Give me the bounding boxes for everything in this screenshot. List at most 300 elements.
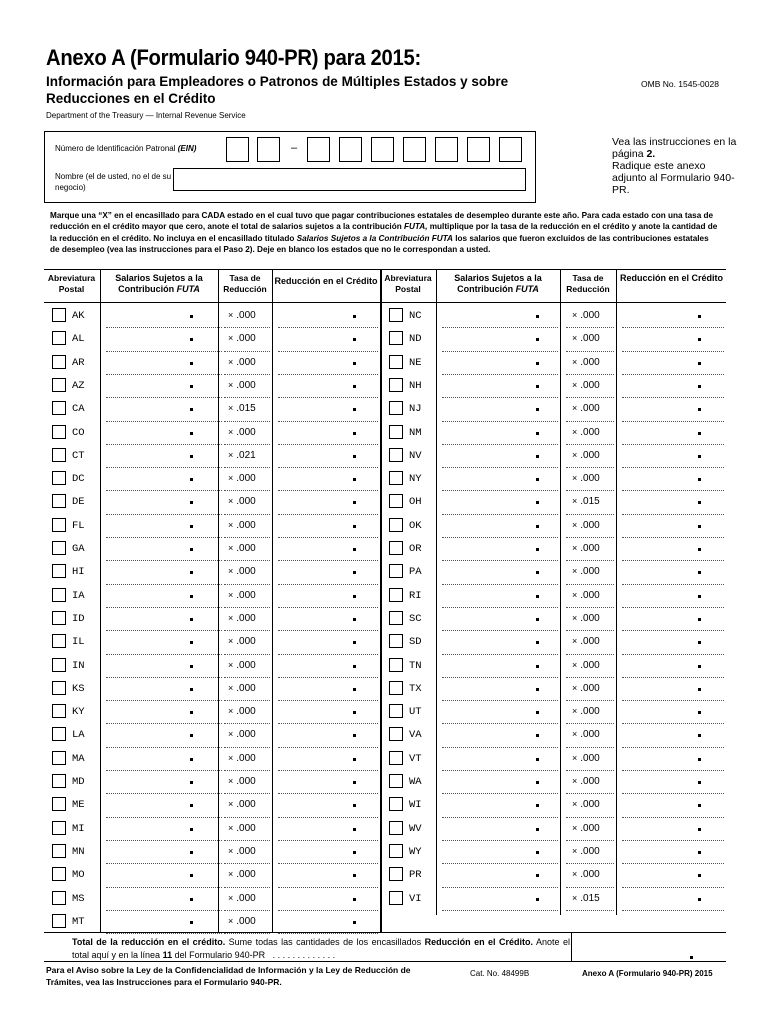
row-separator (622, 607, 724, 608)
state-row-wa (381, 772, 721, 795)
reduction-input-ia[interactable] (278, 586, 378, 608)
catalog-number: Cat. No. 48499B (470, 969, 530, 978)
reduction-rate (228, 590, 256, 601)
reduction-input-ar[interactable] (278, 353, 378, 375)
multiply-sign: × (572, 682, 578, 693)
reduction-input-me[interactable] (278, 795, 378, 817)
row-separator (278, 700, 378, 701)
row-separator (566, 374, 614, 375)
state-row-or (381, 539, 721, 562)
rate-value: .000 (236, 426, 256, 438)
reduction-input-fl[interactable] (278, 516, 378, 538)
reduction-input-wi[interactable] (622, 795, 724, 817)
total-section (44, 932, 726, 962)
reduction-input-in[interactable] (278, 656, 378, 678)
state-checkbox-tn[interactable] (389, 658, 403, 672)
reduction-input-md[interactable] (278, 772, 378, 794)
reduction-input-ca[interactable] (278, 399, 378, 421)
state-checkbox-ri[interactable] (389, 588, 403, 602)
wages-input-la[interactable] (106, 725, 222, 747)
state-checkbox-md[interactable] (52, 774, 66, 788)
state-checkbox-vi[interactable] (389, 891, 403, 905)
state-row-fl (44, 516, 384, 539)
state-row-ar (44, 353, 384, 376)
row-separator (566, 490, 614, 491)
state-checkbox-sc[interactable] (389, 611, 403, 625)
state-row-az (44, 376, 384, 399)
reduction-input-ks[interactable] (278, 679, 378, 701)
state-checkbox-ne[interactable] (389, 355, 403, 369)
reduction-input-ky[interactable] (278, 702, 378, 724)
row-separator (442, 397, 558, 398)
rate-value: .000 (580, 682, 600, 694)
reduction-input-co[interactable] (278, 423, 378, 445)
reduction-input-tn[interactable] (622, 656, 724, 678)
state-checkbox-ks[interactable] (52, 681, 66, 695)
reduction-rate (228, 799, 256, 810)
state-checkbox-ut[interactable] (389, 704, 403, 718)
wages-input-vi[interactable] (442, 889, 558, 911)
row-separator (106, 677, 222, 678)
state-row-sd (381, 632, 721, 655)
state-checkbox-mo[interactable] (52, 867, 66, 881)
state-checkbox-ny[interactable] (389, 471, 403, 485)
state-abbreviation: DE (72, 496, 85, 509)
reduction-input-nd[interactable] (622, 329, 724, 351)
state-checkbox-wv[interactable] (389, 821, 403, 835)
reduction-input-ak[interactable] (278, 306, 378, 328)
row-separator (566, 723, 614, 724)
row-separator (106, 723, 222, 724)
state-checkbox-sd[interactable] (389, 634, 403, 648)
reduction-input-nm[interactable] (622, 423, 724, 445)
total-label: Total de la reducción en el crédito. Sume todas las cantidades de los encasillados Reducción en el Crédito. Anote el total aquí y en la línea 11 del Formulario 940-PR . . . . . . . . . . . . . (72, 937, 571, 960)
row-separator (106, 747, 222, 748)
reduction-input-az[interactable] (278, 376, 378, 398)
row-separator (224, 514, 270, 515)
rate-value: .000 (236, 333, 256, 345)
state-checkbox-me[interactable] (52, 797, 66, 811)
col-header-wages-left: Salarios Sujetos a la Contribución FUTA (115, 273, 203, 294)
state-checkbox-hi[interactable] (52, 564, 66, 578)
ein-digit-7[interactable] (435, 137, 458, 162)
department-line: Department of the Treasury — Internal Revenue Service (46, 111, 246, 120)
row-separator (566, 817, 614, 818)
state-checkbox-al[interactable] (52, 331, 66, 345)
row-separator (278, 887, 378, 888)
wages-input-id[interactable] (106, 609, 222, 631)
ein-digit-9[interactable] (499, 137, 522, 162)
row-separator (106, 584, 222, 585)
wages-input-nh[interactable] (442, 376, 558, 398)
state-checkbox-mt[interactable] (52, 914, 66, 928)
row-separator (442, 630, 558, 631)
row-separator (106, 490, 222, 491)
state-checkbox-nd[interactable] (389, 331, 403, 345)
state-checkbox-vt[interactable] (389, 751, 403, 765)
multiply-sign: × (572, 473, 578, 484)
row-separator (224, 700, 270, 701)
ein-label: Número de Identificación Patronal (EIN) (55, 144, 197, 153)
state-abbreviation: AR (72, 356, 85, 369)
col-header-reduction-left: Reducción en el Crédito (274, 276, 378, 286)
reduction-rate (572, 310, 600, 321)
state-checkbox-va[interactable] (389, 727, 403, 741)
reduction-input-mt[interactable] (278, 912, 378, 934)
state-abbreviation: SD (409, 636, 422, 649)
wages-input-pa[interactable] (442, 562, 558, 584)
reduction-input-hi[interactable] (278, 562, 378, 584)
wages-input-ar[interactable] (106, 353, 222, 375)
wages-input-wy[interactable] (442, 842, 558, 864)
row-separator (622, 793, 724, 794)
state-checkbox-dc[interactable] (52, 471, 66, 485)
row-separator (622, 537, 724, 538)
reduction-input-sc[interactable] (622, 609, 724, 631)
rate-value: .015 (236, 403, 256, 415)
ein-digit-1[interactable] (226, 137, 249, 162)
rate-value: .000 (236, 682, 256, 694)
total-reduction-field[interactable] (571, 933, 726, 961)
ein-digit-8[interactable] (467, 137, 490, 162)
row-separator (442, 770, 558, 771)
reduction-input-vi[interactable] (622, 889, 724, 911)
name-field[interactable] (173, 168, 526, 191)
rate-value: .000 (236, 636, 256, 648)
state-checkbox-pa[interactable] (389, 564, 403, 578)
row-separator (566, 793, 614, 794)
wages-input-ca[interactable] (106, 399, 222, 421)
state-abbreviation: UT (409, 706, 422, 719)
reduction-input-nj[interactable] (622, 399, 724, 421)
state-abbreviation: AZ (72, 379, 85, 392)
multiply-sign: × (572, 845, 578, 856)
wages-input-nm[interactable] (442, 423, 558, 445)
reduction-rate (228, 636, 256, 647)
ein-digit-6[interactable] (403, 137, 426, 162)
row-separator (278, 374, 378, 375)
reduction-input-nv[interactable] (622, 446, 724, 468)
wages-input-ma[interactable] (106, 749, 222, 771)
states-table (44, 269, 726, 932)
rate-value: .000 (236, 729, 256, 741)
wages-input-mo[interactable] (106, 865, 222, 887)
state-checkbox-ky[interactable] (52, 704, 66, 718)
row-separator (442, 887, 558, 888)
multiply-sign: × (228, 473, 234, 484)
reduction-input-wy[interactable] (622, 842, 724, 864)
row-separator (106, 327, 222, 328)
state-abbreviation: CO (72, 426, 85, 439)
state-abbreviation: IA (72, 589, 85, 602)
ein-digit-2[interactable] (257, 137, 280, 162)
multiply-sign: × (572, 379, 578, 390)
wages-input-mi[interactable] (106, 819, 222, 841)
wages-input-ct[interactable] (106, 446, 222, 468)
wages-input-fl[interactable] (106, 516, 222, 538)
reduction-rate (572, 636, 600, 647)
state-checkbox-wy[interactable] (389, 844, 403, 858)
row-separator (224, 560, 270, 561)
state-checkbox-ar[interactable] (52, 355, 66, 369)
rate-value: .000 (236, 845, 256, 857)
row-separator (278, 537, 378, 538)
rate-value: .000 (236, 659, 256, 671)
reduction-input-ct[interactable] (278, 446, 378, 468)
wages-input-wa[interactable] (442, 772, 558, 794)
reduction-input-id[interactable] (278, 609, 378, 631)
state-checkbox-pr[interactable] (389, 867, 403, 881)
state-checkbox-ga[interactable] (52, 541, 66, 555)
wages-input-vt[interactable] (442, 749, 558, 771)
wages-input-ok[interactable] (442, 516, 558, 538)
row-separator (224, 863, 270, 864)
wages-input-nd[interactable] (442, 329, 558, 351)
state-abbreviation: AK (72, 310, 85, 322)
state-checkbox-fl[interactable] (52, 518, 66, 532)
reduction-input-or[interactable] (622, 539, 724, 561)
row-separator (278, 514, 378, 515)
state-row-sc (381, 609, 721, 632)
reduction-input-ga[interactable] (278, 539, 378, 561)
state-checkbox-oh[interactable] (389, 494, 403, 508)
state-checkbox-id[interactable] (52, 611, 66, 625)
state-checkbox-ct[interactable] (52, 448, 66, 462)
state-abbreviation: NY (409, 473, 422, 486)
rate-value: .000 (580, 729, 600, 741)
state-abbreviation: RI (409, 589, 422, 602)
multiply-sign: × (228, 543, 234, 553)
state-row-nj (381, 399, 721, 422)
state-row-al (44, 329, 384, 352)
state-abbreviation: DC (72, 473, 85, 486)
state-checkbox-in[interactable] (52, 658, 66, 672)
wages-input-me[interactable] (106, 795, 222, 817)
state-checkbox-ia[interactable] (52, 588, 66, 602)
state-checkbox-nc[interactable] (389, 308, 403, 322)
state-checkbox-ca[interactable] (52, 401, 66, 415)
wages-input-hi[interactable] (106, 562, 222, 584)
state-row-oh (381, 492, 721, 515)
wages-input-co[interactable] (106, 423, 222, 445)
reduction-rate (572, 613, 600, 624)
reduction-input-nh[interactable] (622, 376, 724, 398)
row-separator (622, 397, 724, 398)
rate-value: .000 (236, 869, 256, 881)
ein-digit-3[interactable] (307, 137, 330, 162)
wages-input-ri[interactable] (442, 586, 558, 608)
wages-input-ms[interactable] (106, 889, 222, 911)
row-separator (622, 677, 724, 678)
rate-value: .000 (236, 543, 256, 554)
reduction-input-ny[interactable] (622, 469, 724, 491)
row-separator (278, 747, 378, 748)
reduction-input-oh[interactable] (622, 492, 724, 514)
reduction-input-ok[interactable] (622, 516, 724, 538)
state-checkbox-tx[interactable] (389, 681, 403, 695)
row-separator (106, 654, 222, 655)
wages-input-sd[interactable] (442, 632, 558, 654)
state-checkbox-wi[interactable] (389, 797, 403, 811)
wages-input-va[interactable] (442, 725, 558, 747)
rate-value: .000 (580, 776, 600, 787)
reduction-input-mo[interactable] (278, 865, 378, 887)
wages-input-nj[interactable] (442, 399, 558, 421)
reduction-input-sd[interactable] (622, 632, 724, 654)
state-checkbox-il[interactable] (52, 634, 66, 648)
reduction-rate (228, 706, 256, 717)
ein-digit-5[interactable] (371, 137, 394, 162)
multiply-sign: × (228, 729, 234, 740)
state-checkbox-ma[interactable] (52, 751, 66, 765)
reduction-rate (572, 823, 600, 834)
row-separator (566, 397, 614, 398)
state-checkbox-ak[interactable] (52, 308, 66, 322)
state-checkbox-nh[interactable] (389, 378, 403, 392)
rate-value: .000 (236, 822, 256, 834)
reduction-input-il[interactable] (278, 632, 378, 654)
reduction-input-tx[interactable] (622, 679, 724, 701)
multiply-sign: × (572, 519, 578, 530)
state-checkbox-de[interactable] (52, 494, 66, 508)
multiply-sign: × (228, 845, 234, 856)
wages-input-ky[interactable] (106, 702, 222, 724)
wages-input-nc[interactable] (442, 306, 558, 328)
state-checkbox-wa[interactable] (389, 774, 403, 788)
state-checkbox-mi[interactable] (52, 821, 66, 835)
col-header-rate-right: Tasa de Reducción (566, 273, 610, 294)
wages-input-or[interactable] (442, 539, 558, 561)
ein-digit-4[interactable] (339, 137, 362, 162)
multiply-sign: × (572, 589, 578, 600)
wages-input-az[interactable] (106, 376, 222, 398)
wages-input-tn[interactable] (442, 656, 558, 678)
reduction-rate (572, 869, 600, 880)
wages-input-al[interactable] (106, 329, 222, 351)
reduction-input-mi[interactable] (278, 819, 378, 841)
state-row-ne (381, 353, 721, 376)
multiply-sign: × (572, 403, 578, 414)
rate-value: .000 (236, 473, 256, 485)
reduction-input-vt[interactable] (622, 749, 724, 771)
reduction-input-ne[interactable] (622, 353, 724, 375)
rate-value: .000 (580, 589, 600, 601)
state-checkbox-nj[interactable] (389, 401, 403, 415)
row-separator (442, 351, 558, 352)
reduction-input-ms[interactable] (278, 889, 378, 911)
wages-input-sc[interactable] (442, 609, 558, 631)
row-separator (442, 700, 558, 701)
wages-input-ne[interactable] (442, 353, 558, 375)
reduction-input-ri[interactable] (622, 586, 724, 608)
row-separator (278, 584, 378, 585)
rate-value: .000 (236, 799, 256, 811)
reduction-input-de[interactable] (278, 492, 378, 514)
wages-input-il[interactable] (106, 632, 222, 654)
wages-input-ak[interactable] (106, 306, 222, 328)
reduction-input-pa[interactable] (622, 562, 724, 584)
reduction-rate (572, 590, 600, 601)
reduction-input-al[interactable] (278, 329, 378, 351)
row-separator (622, 421, 724, 422)
state-checkbox-co[interactable] (52, 425, 66, 439)
rate-value: .000 (580, 799, 600, 811)
state-checkbox-or[interactable] (389, 541, 403, 555)
reduction-input-wa[interactable] (622, 772, 724, 794)
wages-input-ny[interactable] (442, 469, 558, 491)
state-checkbox-la[interactable] (52, 727, 66, 741)
multiply-sign: × (228, 915, 234, 926)
state-abbreviation: ID (72, 612, 85, 625)
wages-input-tx[interactable] (442, 679, 558, 701)
row-separator (622, 630, 724, 631)
state-abbreviation: VA (409, 729, 422, 742)
state-abbreviation: AL (72, 333, 85, 346)
reduction-rate (228, 893, 256, 904)
row-separator (442, 444, 558, 445)
wages-input-de[interactable] (106, 492, 222, 514)
wages-input-pr[interactable] (442, 865, 558, 887)
wages-input-mn[interactable] (106, 842, 222, 864)
state-checkbox-mn[interactable] (52, 844, 66, 858)
reduction-rate (228, 496, 256, 507)
state-checkbox-az[interactable] (52, 378, 66, 392)
state-abbreviation: PR (409, 869, 422, 882)
wages-input-ia[interactable] (106, 586, 222, 608)
wages-input-mt[interactable] (106, 912, 222, 934)
state-abbreviation: LA (72, 729, 85, 742)
state-checkbox-nv[interactable] (389, 448, 403, 462)
wages-input-ga[interactable] (106, 539, 222, 561)
wages-input-dc[interactable] (106, 469, 222, 491)
wages-input-wi[interactable] (442, 795, 558, 817)
row-separator (566, 840, 614, 841)
reduction-input-va[interactable] (622, 725, 724, 747)
multiply-sign: × (228, 333, 234, 344)
row-separator (442, 747, 558, 748)
multiply-sign: × (228, 356, 234, 367)
wages-input-in[interactable] (106, 656, 222, 678)
reduction-rate (228, 776, 256, 787)
reduction-input-ut[interactable] (622, 702, 724, 724)
wages-input-md[interactable] (106, 772, 222, 794)
wages-input-ut[interactable] (442, 702, 558, 724)
state-abbreviation: GA (72, 543, 85, 555)
reduction-rate (572, 450, 600, 461)
state-checkbox-ms[interactable] (52, 891, 66, 905)
reduction-rate (228, 566, 256, 577)
wages-input-ks[interactable] (106, 679, 222, 701)
row-separator (106, 351, 222, 352)
row-separator (106, 887, 222, 888)
state-abbreviation: MA (72, 752, 85, 765)
reduction-input-dc[interactable] (278, 469, 378, 491)
wages-input-wv[interactable] (442, 819, 558, 841)
state-abbreviation: NH (409, 379, 422, 392)
state-checkbox-ok[interactable] (389, 518, 403, 532)
wages-input-oh[interactable] (442, 492, 558, 514)
reduction-input-nc[interactable] (622, 306, 724, 328)
reduction-input-mn[interactable] (278, 842, 378, 864)
state-abbreviation: MN (72, 845, 85, 858)
reduction-input-la[interactable] (278, 725, 378, 747)
state-checkbox-nm[interactable] (389, 425, 403, 439)
row-separator (622, 584, 724, 585)
reduction-input-wv[interactable] (622, 819, 724, 841)
reduction-input-pr[interactable] (622, 865, 724, 887)
reduction-input-ma[interactable] (278, 749, 378, 771)
wages-input-nv[interactable] (442, 446, 558, 468)
